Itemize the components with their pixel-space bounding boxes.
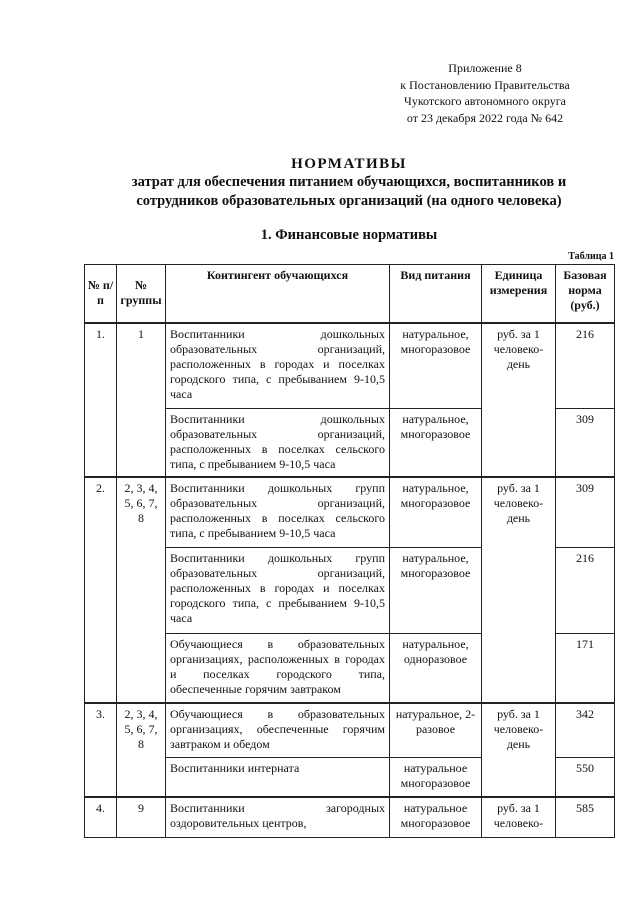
cell-unit: руб. за 1 человеко-день xyxy=(482,477,556,703)
cell-contingent: Воспитанники дошкольных групп образовательных организаций, расположенных в городах и поселках городского типа, с пребыванием 9-10,5 часа xyxy=(166,547,390,633)
header-food-type: Вид питания xyxy=(390,265,482,323)
header-group: № группы xyxy=(117,265,166,323)
cell-food-type: натуральное многоразовое xyxy=(390,757,482,797)
cell-num: 3. xyxy=(85,703,117,797)
table-label: Таблица 1 xyxy=(568,251,614,262)
table-header-row xyxy=(85,265,615,323)
cell-contingent: Воспитанники дошкольных образовательных организаций, расположенных в поселках сельского типа, с пребыванием 9-10,5 часа xyxy=(166,409,390,478)
cell-food-type: натуральное, многоразовое xyxy=(390,547,482,633)
header-unit: Единица измерения xyxy=(482,265,556,323)
cell-norm: 342 xyxy=(556,703,615,757)
cell-food-type: натуральное, многоразовое xyxy=(390,323,482,409)
cell-group: 2, 3, 4, 5, 6, 7, 8 xyxy=(117,703,166,797)
cell-unit: руб. за 1 человеко-день xyxy=(482,323,556,478)
appendix-line-4: от 23 декабря 2022 года № 642 xyxy=(406,110,564,125)
section-title: 1. Финансовые нормативы xyxy=(260,227,438,243)
cell-num: 2. xyxy=(85,477,117,703)
cell-norm: 585 xyxy=(556,797,615,837)
cell-group: 1 xyxy=(117,323,166,478)
cell-contingent: Воспитанники загородных оздоровительных центров, xyxy=(166,797,390,837)
cell-group: 9 xyxy=(117,797,166,837)
table-row xyxy=(85,323,615,409)
appendix-header xyxy=(380,60,590,126)
table-row xyxy=(85,477,615,547)
cell-contingent: Обучающиеся в образовательных организациях, расположенных в городах и поселках городского типа, обеспеченные горячим завтраком xyxy=(166,633,390,703)
cell-food-type: натуральное многоразовое xyxy=(390,797,482,837)
appendix-line-1: Приложение 8 xyxy=(448,61,522,75)
cell-group: 2, 3, 4, 5, 6, 7, 8 xyxy=(117,477,166,703)
cell-food-type: натуральное, одноразовое xyxy=(390,633,482,703)
cell-norm: 216 xyxy=(556,547,615,633)
header-num: № п/п xyxy=(85,265,117,323)
cell-unit: руб. за 1 человеко- xyxy=(482,797,556,837)
cell-food-type: натуральное, многоразовое xyxy=(390,477,482,547)
cell-norm: 171 xyxy=(556,633,615,703)
table-row xyxy=(85,703,615,757)
cell-norm: 309 xyxy=(556,477,615,547)
cell-contingent: Воспитанники дошкольных образовательных организаций, расположенных в городах и поселках городского типа, с пребыванием 9-10,5 часа xyxy=(166,323,390,409)
cell-num: 4. xyxy=(85,797,117,837)
cell-num: 1. xyxy=(85,323,117,478)
cell-norm: 550 xyxy=(556,757,615,797)
cell-norm: 216 xyxy=(556,323,615,409)
table-row xyxy=(85,797,615,837)
title-sub-line-1: затрат для обеспечения питанием обучающихся, воспитанников и xyxy=(131,174,567,190)
title-main: НОРМАТИВЫ xyxy=(291,156,407,172)
title-sub-line-2: сотрудников образовательных организаций (на одного человека) xyxy=(136,193,562,209)
norms-table xyxy=(84,264,615,838)
cell-food-type: натуральное, 2-разовое xyxy=(390,703,482,757)
document-title xyxy=(84,155,614,211)
cell-contingent: Воспитанники интерната xyxy=(166,757,390,797)
appendix-line-2: к Постановлению Правительства xyxy=(400,77,570,92)
header-norm: Базовая норма (руб.) xyxy=(556,265,615,323)
cell-norm: 309 xyxy=(556,409,615,478)
header-contingent: Контингент обучающихся xyxy=(166,265,390,323)
cell-unit: руб. за 1 человеко-день xyxy=(482,703,556,797)
cell-food-type: натуральное, многоразовое xyxy=(390,409,482,478)
appendix-line-3: Чукотского автономного округа xyxy=(404,94,566,108)
cell-contingent: Воспитанники дошкольных групп образовательных организаций, расположенных в поселках сельского типа, с пребыванием 9-10,5 часа xyxy=(166,477,390,547)
cell-contingent: Обучающиеся в образовательных организациях, обеспеченные горячим завтраком и обедом xyxy=(166,703,390,757)
